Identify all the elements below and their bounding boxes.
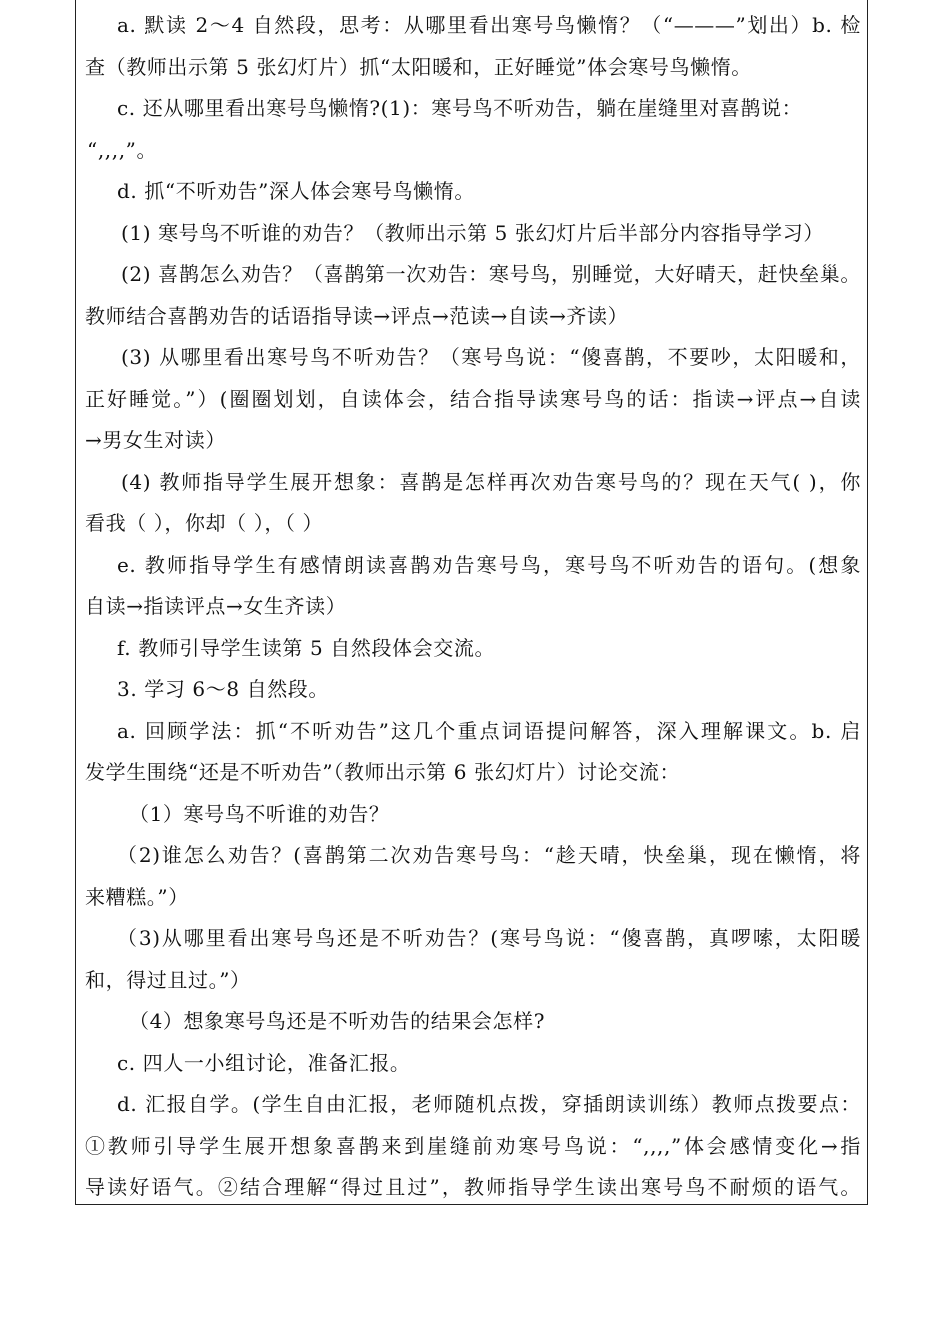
text-line: c. 四人一小组讨论，准备汇报。 [117,1050,411,1075]
text-line: “,,,,”。 [87,137,158,162]
text-line: ①教师引导学生展开想象喜鹊来到崖缝前劝寒号鸟说：“,,,,”体会感情变化→指 [85,1133,861,1158]
text-line: f. 教师引导学生读第 5 自然段体会交流。 [117,635,496,660]
text-line: →男女生对读） [85,428,226,452]
text-line: 发学生围绕“还是不听劝告”（教师出示第 6 张幻灯片）讨论交流： [85,760,681,784]
text-line: 查（教师出示第 5 张幻灯片）抓“太阳暖和，正好睡觉”体会寒号鸟懒惰。 [85,54,752,79]
text-line: （4）想象寒号鸟还是不听劝告的结果会怎样? [129,1009,546,1033]
text-line: a. 回顾学法：抓“不听劝告”这几个重点词语提问解答，深入理解课文。b. 启 [117,718,861,743]
text-line: (3) 从哪里看出寒号鸟不听劝告？（寒号鸟说：“傻喜鹊，不要吵，太阳暖和， [121,345,861,369]
text-line: （3)从哪里看出寒号鸟还是不听劝告？(寒号鸟说：“傻喜鹊，真啰嗦，太阳暖 [117,926,861,950]
text-line: (4) 教师指导学生展开想象：喜鹊是怎样再次劝告寒号鸟的？现在天气( )，你 [121,469,861,494]
text-line: e. 教师指导学生有感情朗读喜鹊劝告寒号鸟，寒号鸟不听劝告的语句。(想象 [117,552,861,577]
text-line: 教师结合喜鹊劝告的话语指导读→评点→范读→自读→齐读） [85,303,629,328]
text-line: (2) 喜鹊怎么劝告？（喜鹊第一次劝告：寒号鸟，别睡觉，大好晴天，赶快垒巢。 [121,262,861,286]
text-line: d. 汇报自学。(学生自由汇报，老师随机点拨，穿插朗读训练）教师点拨要点： [117,1092,861,1116]
text-line: d. 抓“不听劝告”深人体会寒号鸟懒惰。 [117,179,475,203]
text-line: 和，得过且过。”） [85,967,251,992]
text-line: 正好睡觉。”）(圈圈划划，自读体会，结合指导读寒号鸟的话：指读→评点→自读 [85,386,861,411]
text-line: （2)谁怎么劝告？(喜鹊第二次劝告寒号鸟：“趁天晴，快垒巢，现在懒惰，将 [117,843,861,867]
text-line: 来糟糕。”） [85,884,189,909]
text-line: c. 还从哪里看出寒号鸟懒惰?(1)：寒号鸟不听劝告，躺在崖缝里对喜鹊说： [117,96,803,120]
text-line: （1）寒号鸟不听谁的劝告？ [129,801,390,826]
text-line: a. 默读 2～4 自然段，思考：从哪里看出寒号鸟懒惰？（“———”划出）b. 检 [117,13,861,37]
lesson-plan-text [85,5,861,1209]
text-line: 看我（ ），你却（ ），（ ） [85,511,324,535]
text-line: 自读→指读评点→女生齐读） [85,594,347,618]
text-line: 3. 学习 6～8 自然段。 [117,677,330,701]
text-line: (1) 寒号鸟不听谁的劝告？（教师出示第 5 张幻灯片后半部分内容指导学习） [121,220,824,245]
text-line: 导读好语气。②结合理解“得过且过”，教师指导学生读出寒号鸟不耐烦的语气。 [85,1175,861,1199]
